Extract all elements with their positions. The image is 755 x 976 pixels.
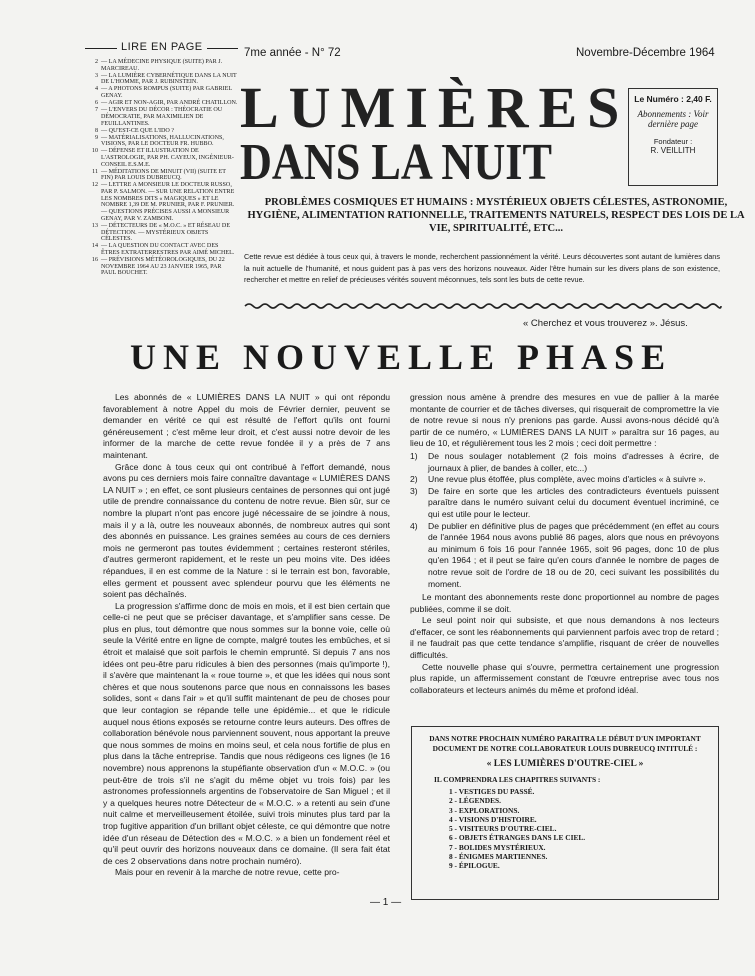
issue-number: 7me année - N° 72 [244, 47, 341, 59]
founder-name: R. VEILLITH [650, 146, 696, 155]
page-number: — 1 — [370, 897, 402, 908]
announcement-title: « LES LUMIÈRES D'OUTRE-CIEL » [486, 759, 644, 769]
toc-item [85, 100, 238, 107]
toc-entry-text: — MÉDITATIONS DE MINUIT (VII) (SUITE ET FIN) PAR LOUIS DUBREUCQ. [101, 168, 226, 182]
list-number: 2) [410, 474, 418, 485]
masthead-subtitle: PROBLÈMES COSMIQUES ET HUMAINS : MYSTÉRIEUX OBJETS CÉLESTES, ASTRONOMIE, HYGIÈNE, ALIMENTATION RATIONNELLE, TRAITEMENTS NATURELS, RESPECT DES LOIS DE LA VIE, SPIRITUALITÉ, ETC... [247, 197, 745, 234]
toc-page-number: 13 [91, 222, 98, 229]
chapter-item: 9 - ÉPILOGUE. [449, 861, 500, 871]
list-item [410, 474, 719, 486]
toc-entry-text: — LA MÉDECINE PHYSIQUE (SUITE) PAR J. MARCIREAU. [101, 59, 223, 72]
list-number: 3) [410, 485, 418, 496]
article-column-left [103, 392, 390, 879]
paragraph: Grâce donc à tous ceux qui ont contribué à l'effort demandé, nous avons pu ces derniers mois faire connaître davantage « LUMIÈRES DANS LA NUIT » ; en effet, ce sont plusieurs centaines de personnes qui ont jugé utile de prendre connaissance du contenu de notre revue. Bien sûr, sur ce nombre la plupart n'ont pas encore jugé nécessaire de se joindre à nous, mais il y a là, outre les nouveaux abonnés, de nombreux autres qui sont des abonnés en puissance. Les graines semées au cours de ces derniers mois ne germeront pas toutes évidemment ; certaines resteront stériles, d'autres germeront rapidement, et le reste un peu moins vite. Des idées répandues, il en est comme de la Nature : si le terrain est bon, favorable, elles germent et poussent avec splendeur pourvu que les éléments ne soient pas déchaînés. [103, 461, 390, 600]
list-number: 4) [410, 520, 418, 531]
toc-item [85, 169, 238, 182]
toc-page-number: 11 [92, 168, 98, 175]
paragraph: gression nous amène à prendre des mesures en vue de pallier à la marée montante de courrier et de tâches diverses, qui risquerait de compromettre la vie de notre revue si nous n'y prenions pas garde. Aussi avons-nous décidé qu'à partir de ce numéro, « LUMIÈRES DANS LA NUIT » paraîtra sur 16 pages, au lieu de 10, et régulièrement tous les 2 mois ; ceci doit permettre : [410, 392, 719, 449]
paragraph: Le seul point noir qui subsiste, et que nous demandons à nos lecteurs d'effacer, ce sont les réabonnements qui parviennent parfois avec trop de retard ; il ne faudrait pas que cette tendance s'amplifie, risquant de créer de nouvelles difficultés. [410, 615, 719, 661]
list-number: 1) [410, 450, 418, 461]
toc-entry-text: — LA LUMIÈRE CYBERNÉTIQUE DANS LA NUIT DE L'HOMME, PAR J. RUBINSTEIN. [101, 72, 237, 86]
toc-page-number: 6 [94, 100, 98, 107]
announcement-intro: DANS NOTRE PROCHAIN NUMÉRO PARAITRA LE DÉBUT D'UN IMPORTANT DOCUMENT DE NOTRE COLLABORATEUR LOUIS DUBREUCQ INTITULÉ : [429, 734, 701, 753]
masthead-title-line1: LUMIÈRES [240, 75, 630, 140]
toc-page-number: 8 [94, 127, 98, 134]
list-item [410, 451, 719, 474]
toc-entry-text: — PRÉVISIONS MÉTÉOROLOGIQUES, DU 22 NOVEMBRE 1964 AU 23 JANVIER 1965, PAR PAUL BOUCHET. [101, 256, 225, 277]
announcement-subtitle: IL COMPRENDRA LES CHAPITRES SUIVANTS : [434, 775, 601, 784]
toc-item [85, 59, 238, 72]
numbered-list [410, 451, 719, 590]
announcement-box [411, 726, 719, 900]
chapter-item: 3 - EXPLORATIONS. [449, 805, 520, 815]
article-headline: UNE NOUVELLE PHASE [130, 337, 673, 377]
toc-item [85, 182, 238, 222]
toc-list [85, 59, 238, 277]
toc-page-number: 9 [94, 134, 98, 141]
chapter-item: 6 - OBJETS ÉTRANGES DANS LE CIEL. [449, 833, 586, 843]
toc-item [85, 107, 238, 127]
issue-date: Novembre-Décembre 1964 [576, 47, 715, 59]
toc-entry-text: — QU'EST-CE QUE L'IDO ? [101, 127, 175, 134]
toc-item [85, 223, 238, 243]
toc-entry-text: — AGIR ET NON-AGIR, PAR ANDRÉ CHATILLON. [101, 100, 238, 107]
toc-entry-text: — A PHOTONS ROMPUS (SUITE) PAR GABRIEL GENAY. [101, 86, 232, 100]
chapter-list [449, 787, 718, 871]
wavy-divider [245, 302, 721, 310]
toc-entry-text: — LA QUESTION DU CONTACT AVEC DES ÊTRES EXTRATERRESTRES PAR AIMÉ MICHEL. [101, 243, 235, 256]
toc-item [85, 128, 238, 135]
chapter-item: 2 - LÉGENDES. [449, 796, 501, 806]
masthead-title-line2: DANS LA NUIT [240, 134, 552, 191]
dedication-text: Cette revue est dédiée à tous ceux qui, à travers le monde, recherchent passionnément la vérité. Leurs découvertes sont autant de lumières dans la nuit actuelle de l'humanité, et nous guident pas à pas vers des horizons nouveaux. Aider l'être humain sur les divers plans de son existence, rechercher et mettre en relief de précieuses vérités souvent méconnues, tels sont les buts de cette revue. [244, 252, 720, 284]
chapter-item: 1 - VESTIGES DU PASSÉ. [449, 787, 535, 796]
toc-page-number: 14 [91, 243, 98, 250]
toc-item [85, 86, 238, 99]
toc-entry-text: — DÉTECTEURS DE « M.O.C. » ET RÉSEAU DE DÉTECTION. — MYSTÉRIEUX OBJETS CÉLESTES. [101, 222, 231, 243]
chapter-item: 8 - ÉNIGMES MARTIENNES. [449, 852, 548, 862]
toc-page-number: 3 [94, 72, 98, 79]
list-text: Une revue plus étoffée, plus complète, avec moins d'articles « à suivre ». [428, 474, 706, 485]
toc-entry-text: — LETTRE A MONSIEUR LE DOCTEUR RUSSO, PAR P. SALMON. — SUR UNE RELATION ENTRE LES NOMBRES DITS « MAGIQUES » ET LE NOMBRE 1,39 DE M. PRUNIER, PAR F. PRUNIER. — QUESTIONS PRÉCISES AUSSI A MONSIEUR GENAY, PAR V. ZAMBONI. [101, 182, 235, 222]
toc-item [85, 243, 238, 256]
list-item [410, 486, 719, 521]
subscription-note: Abonnements : Voir dernière page [637, 109, 709, 129]
toc-item [85, 257, 238, 277]
article-column-right [410, 392, 719, 696]
toc-page-number: 4 [94, 86, 98, 93]
toc-item [85, 73, 238, 86]
toc-item [85, 148, 238, 168]
paragraph: Cette nouvelle phase qui s'ouvre, permettra certainement une progression plus rapide, un affermissement constant de l'œuvre entreprise avec tous nos collaborateurs et lecteurs animés du même et profond idéal. [410, 661, 719, 695]
toc-item [85, 135, 238, 148]
list-item [410, 521, 719, 591]
list-text: De nous soulager notablement (2 fois moins d'adresses à écrire, de journaux à plier, de bandes à coller, etc...) [428, 450, 719, 473]
toc-title: LIRE EN PAGE [117, 41, 207, 53]
toc-page-number: 12 [91, 182, 98, 189]
list-text: De publier en définitive plus de pages que précédemment (en effet au cours de l'année 1964 nous avons publié 86 pages, alors que nous en prévoyons au minimum 6 fois 16 pour l'année 1965, soit 96 pages, donc 10 de plus qu'en 1964 ; et il peut se faire qu'en cours d'année le nombre de pages de notre revue soit de l'ordre de 18 ou de 20, ceci suivant les possibilités du moment. [428, 520, 719, 589]
founder-label: Fondateur : [653, 137, 693, 146]
toc-entry-text: — DÉFENSE ET ILLUSTRATION DE L'ASTROLOGIE, PAR PH. CAYEUX, INGÉNIEUR-CONSEIL E.S.M.E. [101, 148, 234, 168]
table-of-contents [85, 41, 238, 361]
toc-page-number: 2 [94, 59, 98, 65]
toc-page-number: 16 [91, 256, 98, 263]
toc-entry-text: — L'ENVERS DU DÉCOR : THÉOCRATIE OU DÉMOCRATIE, PAR MAXIMILIEN DE FEUILLANTINES. [101, 107, 223, 127]
toc-page-number: 10 [91, 148, 98, 155]
motto: « Cherchez et vous trouverez ». Jésus. [523, 318, 688, 329]
chapter-item: 4 - VISIONS D'HISTOIRE. [449, 814, 537, 824]
paragraph: La progression s'affirme donc de mois en mois, et il est bien certain que celle-ci ne peut que se préciser davantage, et s'amplifier sans cesse. De plus en plus, tout démontre que nous sommes sur la bonne voie, celle où seule la Vérité entre en ligne de compte, malgré toutes les embûches, et si étroit et malaisé que soit parfois le chemin emprunté. Si depuis 7 ans nos idées ont peu-être paru ridicules à bien des personnes (mais qu'importe !), il s'avère que maintenant la « roue tourne », et que les idées qui nous sont chères et que nous soutenons parce que nous en connaissons les bases solides, sont « dans l'air » et qu'il suffit maintenant de peu de choses pour que leur contagion se répande telle une épidémie... et que le ridicule auquel nous étions exposés se retourne contre leurs auteurs. Des offres de collaboration bénévole nous parviennent souvent, nous apportant la preuve que nous sommes de moins en moins seul, et cela nous fortifie de plus en plus dans la tâche entreprise. Tandis que nous rédigeons ces lignes (le 16 novembre) nous apprenons la stupéfiante observation d'un « M.O.C. » (ou peut-être de trois s'il ne s'agit du même objet vu trois fois) par les astronomes professionnels argentins de l'observatoire de San Miguel ; et il y a quelques heures notre Détecteur de « M.O.C. » a retenti au sein d'une nuit calme et merveilleusement étoilée, suivi trois minutes plus tard par la trop fugitive apparition d'un brillant objet céleste, ce qui démontre que notre idée d'un réseau de Détection des « M.O.C. » a bien un fondement réel et qu'il peut ouvrir des horizons nouveaux dans ce domaine. (Il sera fait état de ces 2 observations dans notre prochain numéro). [103, 600, 390, 866]
list-text: De faire en sorte que les articles des contradicteurs éventuels puissent paraître dans le numéro suivant celui du document éventuel incriminé, ce qui est utile pour le lecteur. [428, 485, 719, 519]
toc-page-number: 7 [94, 107, 98, 114]
toc-entry-text: — MATÉRIALISATIONS, HALLUCINATIONS, VISIONS, PAR LE DOCTEUR FR. HUBBO. [101, 134, 224, 148]
paragraph: Les abonnés de « LUMIÈRES DANS LA NUIT » qui ont répondu favorablement à notre Appel du mois de Février dernier, peuvent se demander en vérité ce qui est résulté de l'effort qu'ils ont fourni généreusement ; c'est même leur droit, et c'est aussi notre devoir de les informer de la marche de cette revue fondée il y a près de 7 ans maintenant. [103, 392, 390, 460]
paragraph: Le montant des abonnements reste donc proportionnel au nombre de pages publiées, comme il se doit. [410, 592, 719, 614]
chapter-item: 7 - BOLIDES MYSTÉRIEUX. [449, 842, 546, 852]
price-label: Le Numéro : 2,40 F. [634, 94, 712, 104]
price-box [628, 88, 718, 186]
paragraph: Mais pour en revenir à la marche de notre revue, cette pro- [115, 867, 340, 878]
chapter-item: 5 - VISITEURS D'OUTRE-CIEL. [449, 824, 557, 834]
